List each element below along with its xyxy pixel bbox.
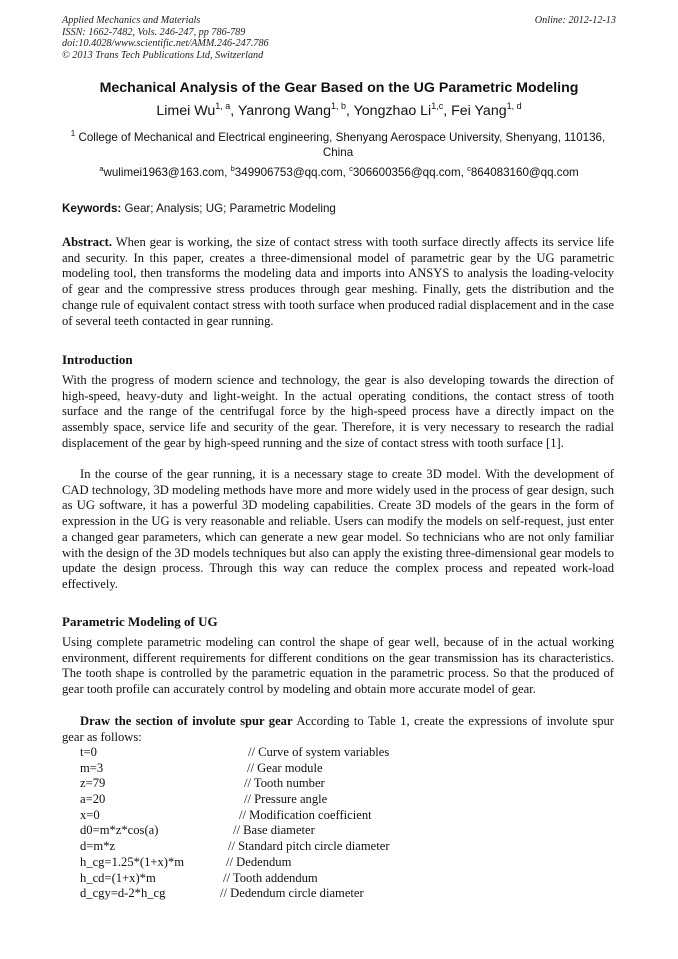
subsection-run-in-heading: Draw the section of involute spur gear	[80, 714, 293, 728]
expression-row	[80, 823, 540, 839]
expression-row	[80, 792, 540, 808]
expression: a=20	[80, 792, 106, 807]
expression: d0=m*z*cos(a)	[80, 823, 159, 838]
author-list: Limei Wu$^{1, a}$, Yanrong Wang$^{1, b}$, Yongzhao Li$^{1,c}$, Fei Yang$^{1, d}$	[156, 101, 522, 119]
email-sup: c	[467, 164, 471, 173]
expression: x=0	[80, 807, 100, 822]
expression-comment: // Pressure angle	[244, 792, 328, 807]
online-date: Online: 2012-12-13	[534, 15, 616, 26]
expression-row	[80, 871, 540, 887]
email-sup: c	[349, 164, 353, 173]
expression: d=m*z	[80, 839, 116, 854]
email-list: $^a$wulimei1963@163.com, $^b$349906753@qq.com, $^c$306600356@qq.com, $^c$864083160@qq.com	[99, 164, 579, 179]
expression-row	[80, 745, 540, 761]
parametric-paragraph-2-text: According to Table 1, create the expressions of involute spur gear as follows:	[62, 714, 614, 744]
author-name: Yanrong Wang	[237, 103, 331, 119]
expression-comment: // Base diameter	[233, 823, 315, 838]
expression: d_cgy=d-2*h_cg	[80, 886, 166, 901]
email-sup: a	[99, 164, 104, 173]
expression: z=79	[80, 776, 106, 791]
journal-name: Applied Mechanics and Materials	[62, 15, 201, 26]
parametric-paragraph-2	[62, 714, 614, 745]
affiliation-text: College of Mechanical and Electrical engineering, Shenyang Aerospace University, Shenyang, 110136, China	[78, 131, 606, 159]
expression-comment: // Standard pitch circle diameter	[228, 839, 390, 854]
expression-comment: // Curve of system variables	[248, 745, 390, 759]
author-sup: 1,c	[431, 101, 444, 111]
parametric-paragraph-1: Using complete parametric modeling can control the shape of gear well, because of in the actual working environment, different requirements for different conditions on the gear transmission has its characteristics. The tooth shape is controlled by the parametric equation in the parametric process. So that the produced of gear tooth profile can accurately control by modeling and obtain more accurate model of gear.	[62, 635, 614, 697]
author-sup: 1, a	[215, 101, 231, 111]
doi-line: doi:10.4028/www.scientific.net/AMM.246-247.786	[62, 38, 269, 50]
abstract-label: Abstract.	[62, 235, 113, 249]
introduction-paragraph-2: In the course of the gear running, it is a necessary stage to create 3D model. With the development of CAD technology, 3D modeling methods have more and more widely used in the process of gear design, such as UG software, it has a powerful 3D modeling capabilities. Create 3D models of the gears in the form of expression in the UG is very reasonable and reliable. Users can modify the models on self-request, just enter a changed gear parameters, which can generate a new gear model. So technicians who are not only familiar with the design of the 3D models techniques but also can apply the existing three-dimensional gear models to update the design process. Through this way can reduce the complex process and repeated work-load effectively.	[62, 467, 614, 591]
parametric-heading: Parametric Modeling of UG	[62, 614, 218, 629]
affiliation-sup: 1	[70, 129, 76, 138]
author-name: Limei Wu	[156, 103, 216, 119]
author-name: Fei Yang	[451, 103, 507, 119]
expression-row	[80, 855, 540, 871]
introduction-heading: Introduction	[62, 352, 133, 367]
expression-comment: // Dedendum circle diameter	[220, 886, 364, 901]
expression-row	[80, 839, 540, 855]
paper-title: Mechanical Analysis of the Gear Based on the UG Parametric Modeling	[99, 80, 579, 96]
expression-row	[80, 776, 540, 792]
email-address[interactable]: 306600356@qq.com	[352, 166, 461, 179]
abstract-text: When gear is working, the size of contact stress with tooth surface directly affects its service life and security. In this paper, creates a three-dimensional model of parametric gear by the UG parametric modeling tool, then transforms the modeling data and imports into ANSYS to analysis the loading-velocity of gear and the compressive stress produces through gear meshing. Finally, gets the distribution and the change rule of equivalent contact stress with tooth surface when produced radial displacement and in the case of several teeth contacted in gear running.	[62, 235, 614, 328]
expression-comment: // Tooth addendum	[223, 870, 318, 885]
keywords-text: Gear; Analysis; UG; Parametric Modeling	[124, 202, 336, 215]
keywords	[62, 202, 336, 215]
copyright-line: © 2013 Trans Tech Publications Ltd, Switzerland	[62, 49, 264, 61]
email-address[interactable]: wulimei1963@163.com	[103, 166, 225, 179]
expression: m=3	[80, 760, 104, 775]
issn-line: ISSN: 1662-7482, Vols. 246-247, pp 786-789	[62, 26, 246, 38]
abstract	[62, 235, 614, 329]
author-sup: 1, b	[330, 101, 346, 111]
introduction-paragraph-1: With the progress of modern science and technology, the gear is also developing towards the direction of high-speed, heavy-duty and light-weight. In the actual operating conditions, the contact stress of tooth surface and the range of the centrifugal force by the high-speed process have a directly impact on the assembly space, service life and security of the gear. Therefore, it is very necessary to research the radial displacement of the gear by high-speed running and the size of contact stress with tooth surface [1].	[62, 373, 614, 450]
email-address[interactable]: 349906753@qq.com	[234, 166, 343, 179]
expression-row	[80, 808, 540, 824]
expression-row	[80, 886, 540, 902]
author-sup: 1, d	[506, 101, 522, 111]
expression-listing	[80, 745, 540, 902]
expression-comment: // Tooth number	[244, 776, 325, 791]
expression: h_cg=1.25*(1+x)*m	[80, 854, 185, 869]
email-address[interactable]: 864083160@qq.com	[470, 166, 579, 179]
expression-comment: // Dedendum	[226, 854, 292, 869]
email-sup: b	[230, 164, 235, 173]
expression-comment: // Modification coefficient	[239, 807, 372, 822]
expression-comment: // Gear module	[247, 760, 323, 775]
keywords-label: Keywords:	[62, 202, 122, 215]
running-header	[62, 15, 269, 61]
expression: h_cd=(1+x)*m	[80, 870, 156, 885]
affiliation	[62, 131, 614, 160]
author-name: Yongzhao Li	[353, 103, 432, 119]
expression: t=0	[80, 745, 97, 759]
expression-row	[80, 761, 540, 777]
